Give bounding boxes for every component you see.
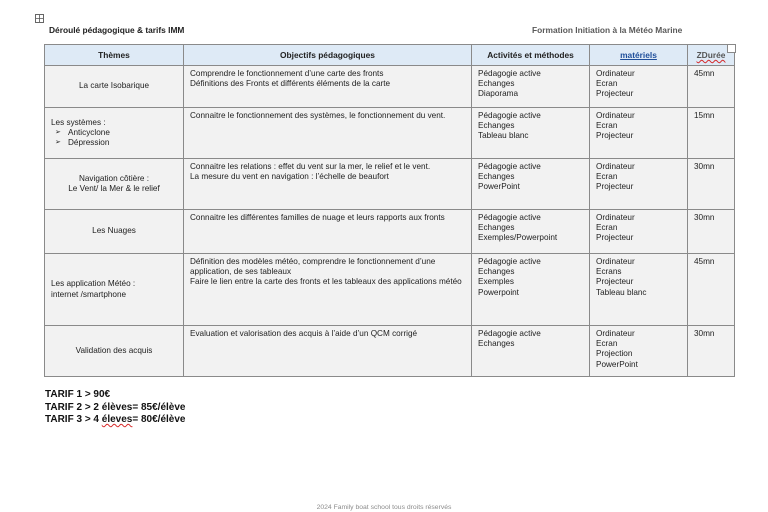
cell-activites[interactable] <box>472 108 590 159</box>
activite-line: Pédagogie active <box>478 69 541 78</box>
materiel-line: PowerPoint <box>596 359 638 369</box>
table-row <box>45 210 735 254</box>
theme-line: internet /smartphone <box>51 289 127 299</box>
header-themes[interactable]: Thèmes <box>45 45 184 66</box>
header-duree-text: ZDurée <box>696 49 726 60</box>
activite-line: Pédagogie active <box>478 329 541 338</box>
cell-materiels[interactable] <box>590 254 688 326</box>
header-activites[interactable]: Activités et méthodes <box>472 45 590 66</box>
cell-activites[interactable] <box>472 210 590 254</box>
cell-activites[interactable] <box>472 326 590 377</box>
cell-duree[interactable]: 45mn <box>688 66 735 108</box>
activite-line: Powerpoint <box>478 287 519 297</box>
table-resize-handle[interactable] <box>727 44 736 53</box>
activite-line: PowerPoint <box>478 182 520 192</box>
header-materiels[interactable]: matériels <box>590 45 688 66</box>
table-header-row <box>45 45 735 66</box>
objectif-line: Définitions des Fronts et différents éléments de la carte <box>190 79 391 89</box>
cell-theme[interactable]: Validation des acquis <box>45 326 184 377</box>
materiel-line: Ordinateur <box>596 213 635 222</box>
theme-bullet-list <box>51 128 177 148</box>
materiel-line: Projecteur <box>596 233 634 243</box>
cell-activites[interactable] <box>472 254 590 326</box>
activite-line: Pédagogie active <box>478 111 541 120</box>
materiel-line: Ordinateur <box>596 329 635 338</box>
theme-title: Les systèmes : <box>51 117 106 127</box>
materiel-line: Projecteur <box>596 89 634 99</box>
footer-copyright: 2024 Family boat school tous droits réservés <box>316 504 452 511</box>
theme-line: Les application Météo : <box>51 279 136 289</box>
tarif-line: TARIF 1 > 90€ <box>45 389 111 400</box>
document-title: Déroulé pédagogique & tarifs IMM <box>49 25 185 35</box>
activite-line: Pédagogie active <box>478 213 541 222</box>
cell-duree[interactable]: 15mn <box>688 108 735 159</box>
activite-line: Echanges <box>478 267 515 277</box>
cell-duree[interactable]: 30mn <box>688 210 735 254</box>
cell-duree[interactable]: 45mn <box>688 254 735 326</box>
activite-line: Exemples/Powerpoint <box>478 233 558 243</box>
materiel-line: Ecran <box>596 223 618 233</box>
theme-line: Le Vent/ la Mer & le relief <box>68 184 160 193</box>
cell-objectifs[interactable] <box>184 326 472 377</box>
materiel-line: Ordinateur <box>596 257 635 266</box>
activite-line: Pédagogie active <box>478 257 541 266</box>
materiel-line: Ordinateur <box>596 69 635 78</box>
cell-duree[interactable]: 30mn <box>688 159 735 210</box>
cell-theme[interactable] <box>45 108 184 159</box>
tarifs-block <box>45 389 185 427</box>
cell-theme[interactable] <box>45 159 184 210</box>
objectif-line: Définition des modèles météo, comprendre le fonctionnement d’une application, de ses tableaux <box>190 257 436 277</box>
cell-objectifs[interactable] <box>184 66 472 108</box>
cell-activites[interactable] <box>472 66 590 108</box>
materiel-line: Projecteur <box>596 182 634 192</box>
cell-theme[interactable]: La carte Isobarique <box>45 66 184 108</box>
materiel-line: Projecteur <box>596 131 634 141</box>
table-row <box>45 66 735 108</box>
arrow-bullet-icon: ➢ <box>55 139 61 147</box>
cell-duree[interactable]: 30mn <box>688 326 735 377</box>
materiel-line: Ordinateur <box>596 111 635 120</box>
cell-theme[interactable]: Les Nuages <box>45 210 184 254</box>
table-row <box>45 326 735 377</box>
activite-line: Pédagogie active <box>478 162 541 171</box>
activite-line: Diaporama <box>478 89 519 99</box>
materiel-line: Ecran <box>596 339 618 349</box>
header-objectifs[interactable]: Objectifs pédagogiques <box>184 45 472 66</box>
activite-line: Echanges <box>478 223 515 233</box>
cell-materiels[interactable] <box>590 108 688 159</box>
program-table <box>44 44 735 377</box>
bullet-text: Anticyclone <box>68 127 110 137</box>
activite-line: Echanges <box>478 339 515 349</box>
course-title: Formation Initiation à la Météo Marine <box>532 25 683 35</box>
cell-theme[interactable] <box>45 254 184 326</box>
bullet-text: Dépression <box>68 138 110 148</box>
arrow-bullet-icon: ➢ <box>55 128 61 136</box>
materiel-line: Projecteur <box>596 277 634 287</box>
tarif-text: TARIF 3 > 4 <box>45 414 102 426</box>
tarif-line: TARIF 2 > 2 élèves= 85€/élève <box>45 401 186 413</box>
cell-materiels[interactable] <box>590 159 688 210</box>
activite-line: Echanges <box>478 172 515 182</box>
activite-line: Exemples <box>478 277 514 287</box>
materiel-line: Tableau blanc <box>596 287 647 297</box>
cell-objectifs[interactable] <box>184 159 472 210</box>
cell-materiels[interactable] <box>590 66 688 108</box>
objectif-line: Connaitre les différentes familles de nuage et leurs rapports aux fronts <box>190 213 445 222</box>
table-move-handle[interactable] <box>35 14 44 23</box>
objectif-line: Comprendre le fonctionnement d’une carte des fronts <box>190 69 384 78</box>
cell-objectifs[interactable] <box>184 254 472 326</box>
theme-bullet <box>51 138 177 148</box>
materiel-line: Ecran <box>596 172 618 182</box>
objectif-line: Faire le lien entre la carte des fronts et les tableaux des applications météo <box>190 277 462 287</box>
cell-materiels[interactable] <box>590 326 688 377</box>
cell-objectifs[interactable] <box>184 108 472 159</box>
activite-line: Echanges <box>478 121 515 131</box>
materiel-line: Ordinateur <box>596 162 635 171</box>
theme-line: Navigation côtière : <box>78 173 150 183</box>
move-arrows-icon <box>36 15 43 22</box>
objectif-line: Evaluation et valorisation des acquis à l’aide d’un QCM corrigé <box>190 329 418 338</box>
materiel-line: Ecran <box>596 121 618 131</box>
tarif-line <box>45 414 185 427</box>
spellcheck-word: éleves <box>101 414 133 426</box>
activite-line: Echanges <box>478 79 515 89</box>
objectif-line: Connaitre le fonctionnement des systèmes, le fonctionnement du vent. <box>190 111 446 120</box>
objectif-line: La mesure du vent en navigation : l’échelle de beaufort <box>190 172 389 182</box>
table-row <box>45 159 735 210</box>
materiel-line: Projection <box>596 349 633 359</box>
activite-line: Tableau blanc <box>478 131 529 141</box>
materiel-line: Ecrans <box>596 267 622 277</box>
cell-materiels[interactable] <box>590 210 688 254</box>
theme-bullet <box>51 128 177 138</box>
cell-activites[interactable] <box>472 159 590 210</box>
table-row <box>45 108 735 159</box>
tarif-text: = 80€/élève <box>132 414 186 426</box>
table-row <box>45 254 735 326</box>
objectif-line: Connaitre les relations : effet du vent sur la mer, le relief et le vent. <box>190 162 431 171</box>
cell-objectifs[interactable] <box>184 210 472 254</box>
materiel-line: Ecran <box>596 79 618 89</box>
